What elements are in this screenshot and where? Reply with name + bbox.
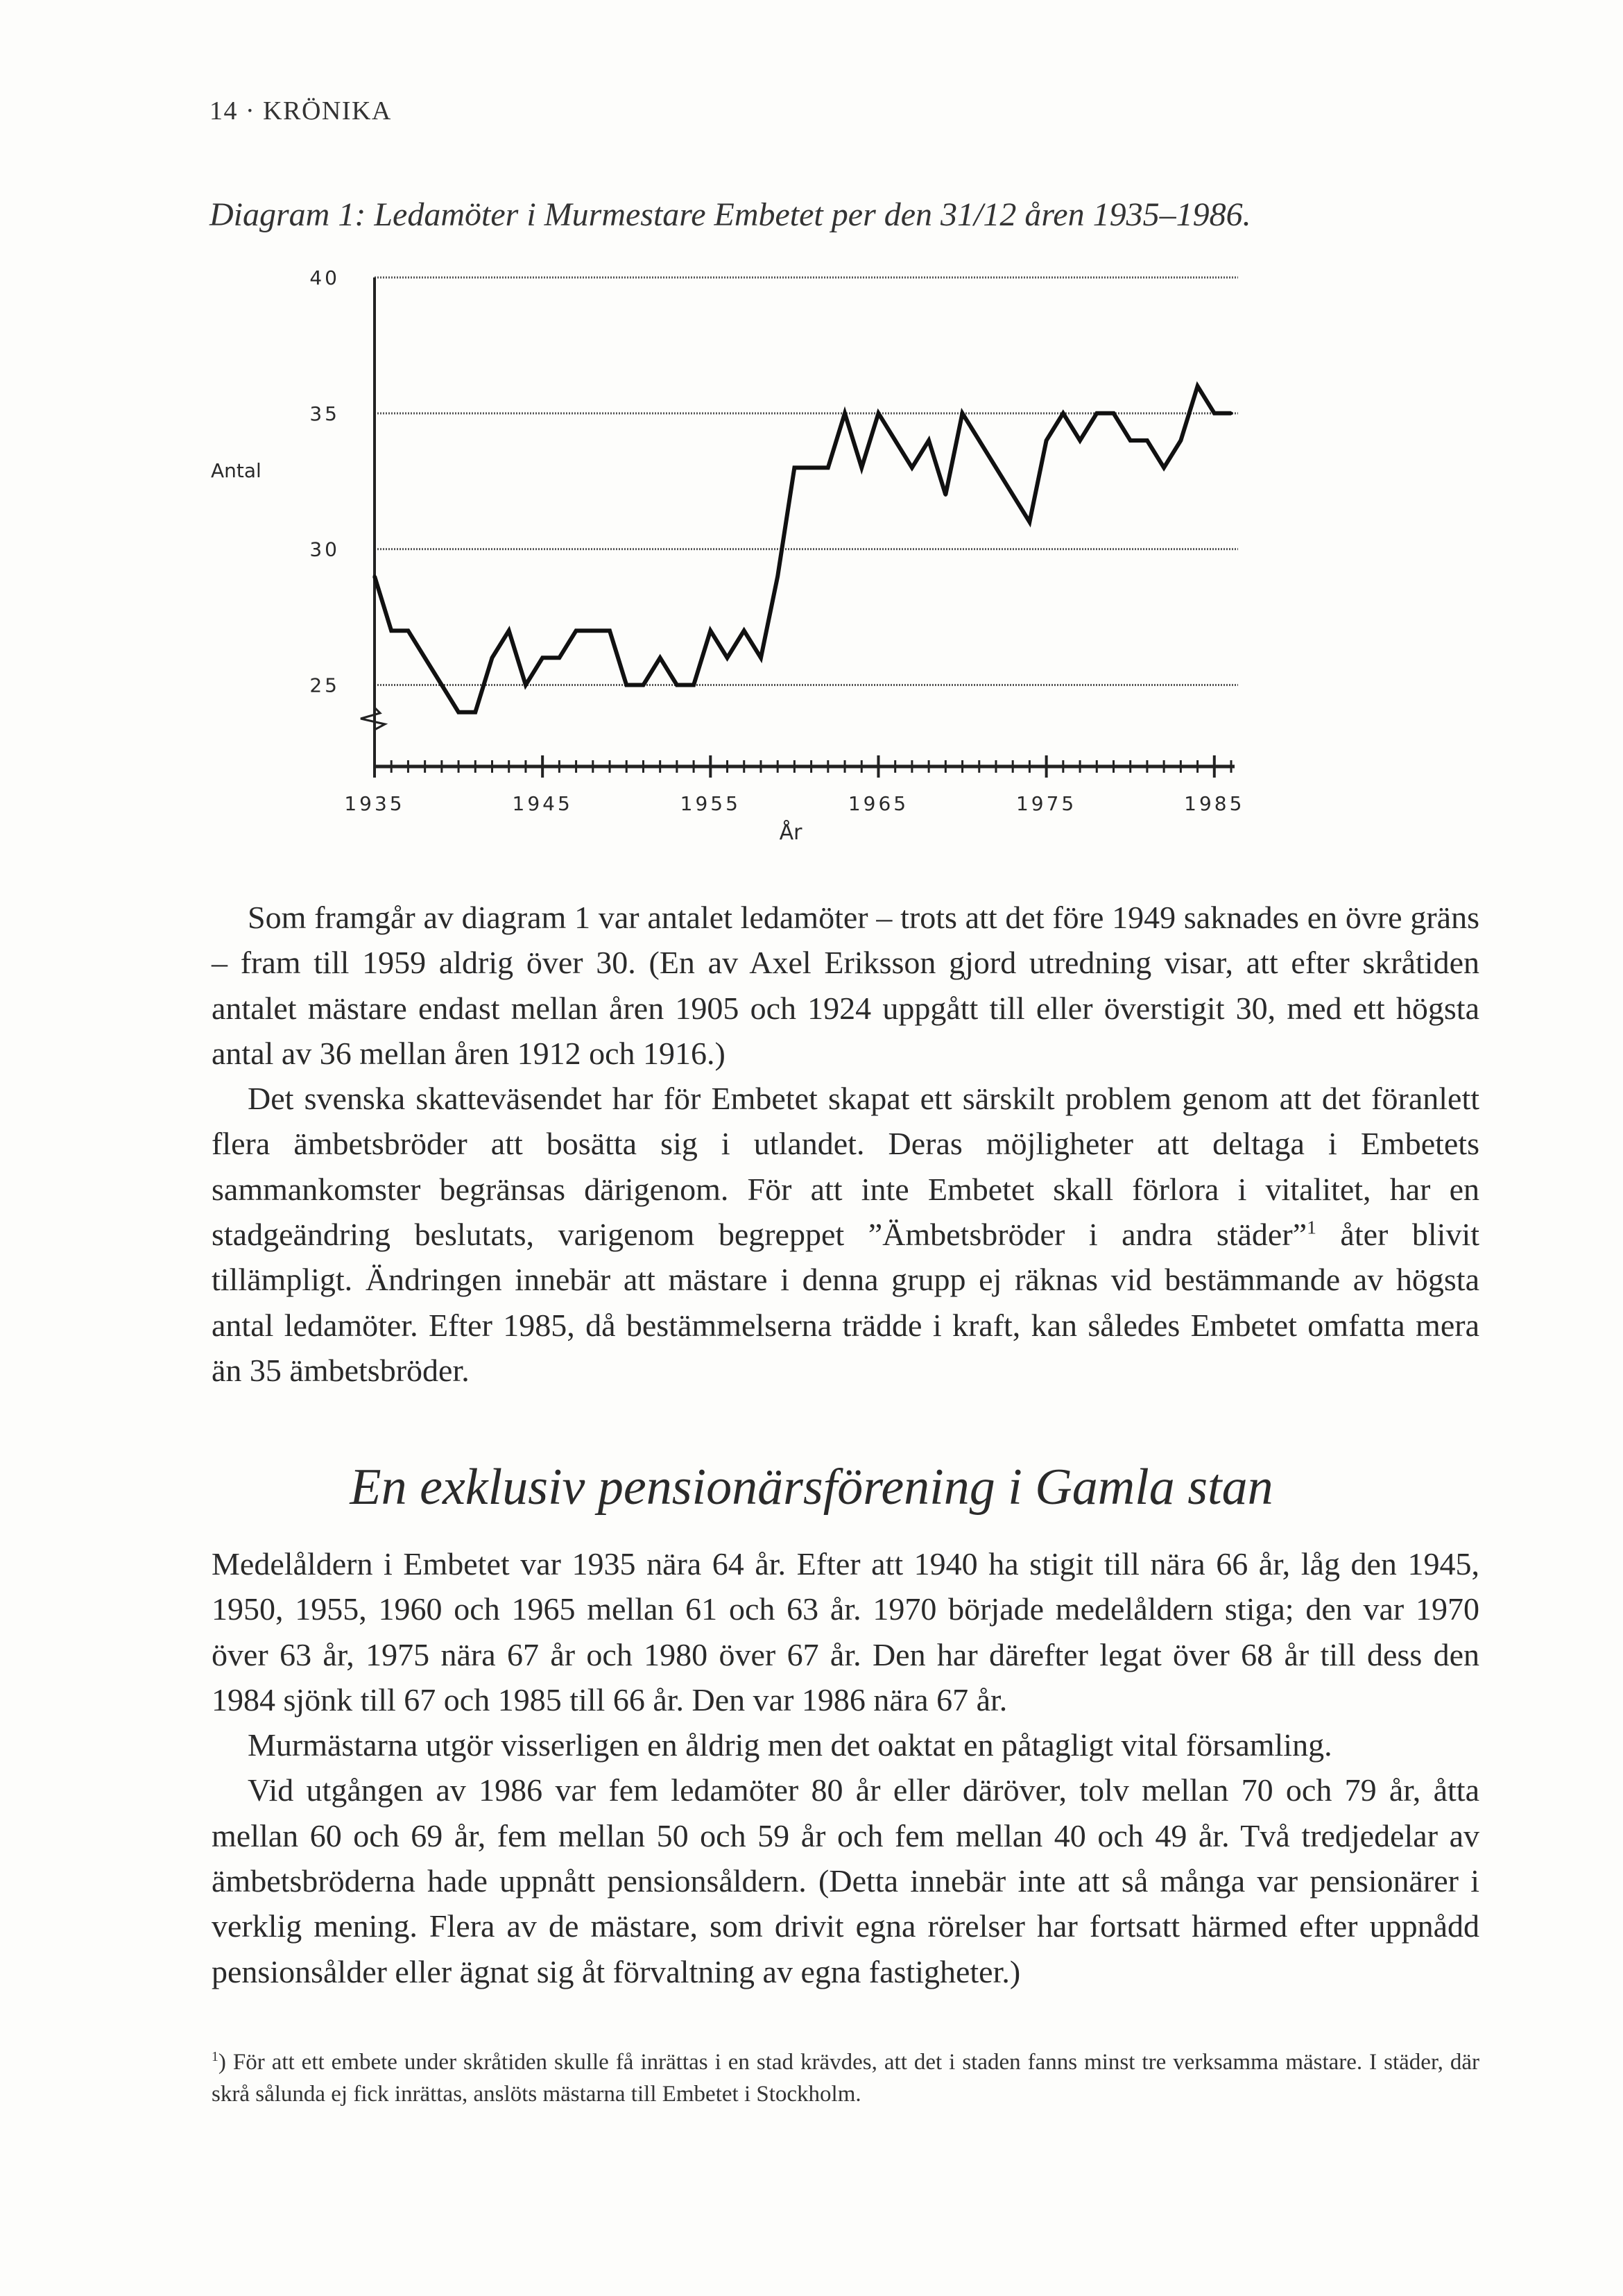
data-point-1948 [591,629,594,633]
data-point-1950 [625,683,628,687]
x-axis-label: År [779,821,802,845]
gridlines [375,277,1238,685]
paragraph-3: Medelåldern i Embetet var 1935 nära 64 år. Efter att 1940 ha stigit till nära 66 år, låg den 1945, 1950, 1955, 1960 och 1965 mellan 61 och 63 år. 1970 började medelåldern stiga; den var 1970 över 63 år, 1975 nära 67 år och 1980 över 67 år. Den har därefter legat över 68 år till dess den 1984 sjönk till 67 och 1985 till 66 år. Den var 1986 nära 67 år. [212,1546,1479,1717]
data-point-1966 [893,439,897,443]
y-axis-label: Antal [211,459,261,482]
data-point-1965 [877,411,880,415]
data-point-1949 [608,629,612,633]
data-point-1954 [692,683,696,687]
data-point-1958 [759,656,762,660]
body-section-2 [212,1541,1479,1994]
data-point-1962 [826,466,830,470]
data-point-1981 [1145,439,1149,443]
data-point-1942 [490,656,494,660]
data-point-1956 [725,656,729,660]
y-tick-label: 30 [309,538,340,561]
x-tick-labels [344,792,1244,815]
footnote-reference: 1 [1307,1216,1316,1238]
data-point-1959 [776,574,780,578]
y-tick-labels [309,266,340,697]
data-point-1940 [457,710,461,714]
data-point-1953 [675,683,678,687]
data-point-1937 [406,629,410,633]
x-tick-label: 1955 [680,792,741,815]
footnote-mark: 1 [212,2049,218,2064]
paragraph-2 [212,1076,1479,1393]
data-point-1973 [1011,493,1015,497]
paragraph-2-part-b: åter blivit tillämpligt. Ändringen innebär att mästare i denna grupp ej räknas vid bestämmande av högsta antal ledamöter. Efter 1985, då bestämmelserna trädde i kraft, kan således Embetet omfatta mera än 35 ämbetsbröder. [212,1217,1479,1388]
data-point-1944 [524,683,527,687]
data-point-1985 [1212,411,1216,415]
data-point-1961 [809,466,813,470]
data-point-1955 [709,629,712,633]
data-point-1984 [1196,384,1199,388]
data-point-1986 [1230,411,1233,415]
data-point-1941 [474,710,477,714]
x-tick-label: 1965 [848,792,909,815]
y-tick-label: 40 [309,266,340,289]
footnote [212,2046,1479,2110]
data-point-1945 [541,656,544,660]
data-point-1952 [658,656,662,660]
data-point-1982 [1162,466,1166,470]
paragraph-2-part-a: Det svenska skatteväsendet har för Embetet skapat ett särskilt problem genom att det föranlett flera ämbetsbröder att bosätta sig i utlandet. Deras möjligheter att deltaga i Embetets sammankomster begränsas därigenom. För att inte Embetet skall förlora i vitalitet, har en stadgeändring beslutats, varigenom begreppet ”Ämbetsbröder i andra städer” [212,1081,1479,1253]
data-point-1969 [944,493,947,497]
running-head: 14 · KRÖNIKA [209,96,392,126]
membership-line-chart [211,250,1262,860]
data-point-1976 [1061,411,1065,415]
y-tick-label: 25 [309,674,340,697]
data-point-1968 [927,439,931,443]
diagram-caption: Diagram 1: Ledamöter i Murmestare Embetet per den 31/12 åren 1935–1986. [209,196,1251,233]
footnote-text: ) För att ett embete under skråtiden skulle få inrättas i en stad krävdes, att det i staden fanns minst tre verksamma mästare. I städer, där skrå sålunda ej fick inrättas, anslöts mästarna till Embetet i Stockholm. [212,2050,1479,2107]
data-point-1970 [961,411,964,415]
data-point-1972 [994,466,997,470]
paragraph-5: Vid utgången av 1986 var fem ledamöter 80 år eller däröver, tolv mellan 70 och 79 år, åtta mellan 60 och 69 år, fem mellan 50 och 59 år och fem mellan 40 och 49 år. Två tredjedelar av ämbetsbröderna hade uppnått pensionsåldern. (Detta innebär inte att så många var pensionärer i verklig mening. Flera av de mästare, som drivit egna rörelser har fortsatt härmed efter uppnådd pensionsålder eller ägnat sig åt förvaltning av egna fastigheter.) [212,1772,1479,1989]
x-tick-label: 1975 [1015,792,1077,815]
data-point-1983 [1179,439,1183,443]
y-tick-label: 35 [309,402,340,425]
data-point-1979 [1112,411,1115,415]
x-tick-label: 1945 [512,792,573,815]
x-tick-label: 1985 [1184,792,1245,815]
data-point-1951 [642,683,645,687]
data-point-1947 [574,629,578,633]
data-point-1974 [1028,520,1031,524]
data-point-1946 [558,656,561,660]
data-point-1975 [1045,439,1048,443]
data-point-1936 [390,629,393,633]
paragraph-1: Som framgår av diagram 1 var antalet ledamöter – trots att det före 1949 saknades en övre gräns – fram till 1959 aldrig över 30. (En av Axel Eriksson gjord utredning visar, att efter skråtiden antalet mästare endast mellan åren 1905 och 1924 uppgått till eller överstigit 30, med ett högsta antal av 36 mellan åren 1912 och 1916.) [212,900,1479,1071]
data-point-1957 [742,629,746,633]
paragraph-4: Murmästarna utgör visserligen en åldrig men det oaktat en påtagligt vital församling. [248,1727,1332,1763]
data-point-1977 [1079,439,1082,443]
data-point-1963 [843,411,847,415]
data-point-1978 [1095,411,1099,415]
axis-break-mark [361,708,385,730]
body-section-1 [212,895,1479,1393]
x-tick-label: 1935 [344,792,405,815]
data-point-1939 [440,683,443,687]
data-point-1960 [793,466,796,470]
data-point-1964 [860,466,864,470]
data-point-1980 [1128,439,1132,443]
data-point-1938 [423,656,427,660]
data-point-1971 [977,439,981,443]
data-point-1943 [507,629,510,633]
data-point-1967 [910,466,913,470]
section-heading: En exklusiv pensionärsförening i Gamla stan [350,1459,1273,1516]
data-point-1935 [373,574,377,578]
